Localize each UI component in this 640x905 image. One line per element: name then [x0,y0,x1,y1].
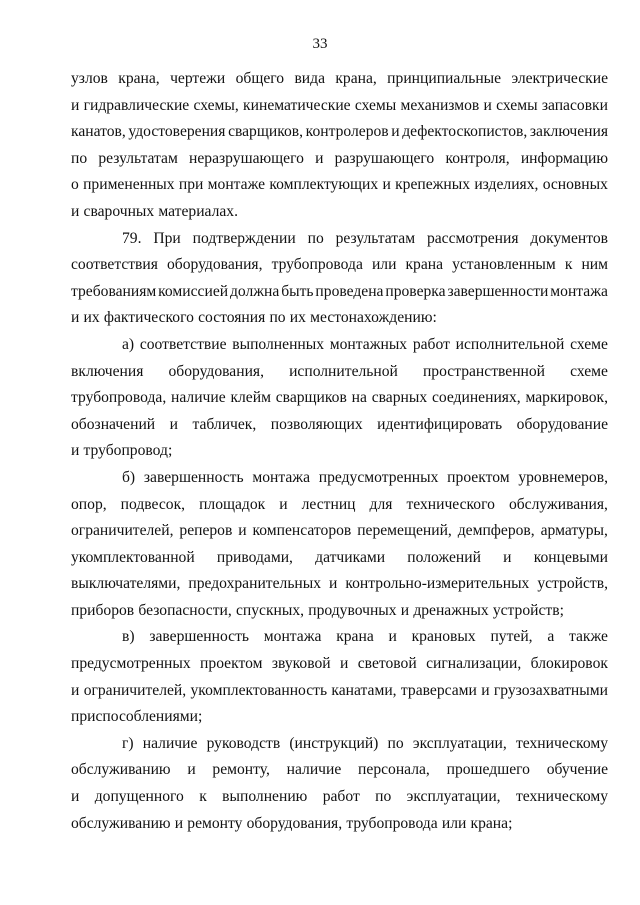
text-line: приборов безопасности, спускных, продувочных и дренажных устройств; [71,601,564,619]
text-line: требованиям комиссией должна быть проведена проверка завершенности монтажа [71,282,608,300]
text-line: выключателями, предохранительных и контрольно-измерительных устройств, [71,575,608,593]
paragraph-item-g [71,731,608,837]
text-line: обслуживанию и ремонту, наличие персонала, прошедшего обучение [71,761,608,779]
text-line: ограничителей, реперов и компенсаторов перемещений, демпферов, арматуры, [71,522,608,540]
paragraph-item-v [71,624,608,730]
text-line: б) завершенность монтажа предусмотренных проектом уровнемеров, [122,468,608,486]
text-line: канатов, удостоверения сварщиков, контролеров и дефектоскопистов, заключения [71,123,608,141]
text-line: приспособлениями; [71,708,203,726]
text-line: г) наличие руководств (инструкций) по эксплуатации, техническому [122,734,608,752]
text-line: обозначений и табличек, позволяющих идентифицировать оборудование [71,415,608,433]
text-line: и сварочных материалах. [71,202,239,220]
paragraph-continuation [71,66,608,226]
text-line: и ограничителей, укомплектованность канатами, траверсами и грузозахватными [71,681,608,699]
paragraph-item-b [71,465,608,625]
text-line: укомплектованной приводами, датчиками положений и концевыми [71,548,608,566]
text-line: узлов крана, чертежи общего вида крана, принципиальные электрические [71,70,608,87]
text-line: и допущенного к выполнению работ по эксплуатации, техническому [71,788,608,806]
text-line: соответствия оборудования, трубопровода или крана установленным к ним [71,256,608,274]
text-line: и их фактического состояния по их местонахождению: [71,309,437,327]
text-line: а) соответствие выполненных монтажных работ исполнительной схеме [122,335,608,353]
text-line: включения оборудования, исполнительной пространственной схеме [71,362,608,380]
page-number: 33 [312,36,328,52]
paragraph-item-a [71,332,608,465]
text-line: и гидравлические схемы, кинематические схемы механизмов и схемы запасовки [71,96,608,114]
text-line: опор, подвесок, площадок и лестниц для технического обслуживания, [71,495,608,513]
text-line: и трубопровод; [71,442,173,460]
paragraph-item-79 [71,226,608,332]
text-line: о примененных при монтаже комплектующих и крепежных изделиях, основных [71,176,608,194]
text-line: по результатам неразрушающего и разрушающего контроля, информацию [71,149,608,167]
text-line: предусмотренных проектом звуковой и световой сигнализации, блокировок [71,655,608,673]
text-line: трубопровода, наличие клейм сварщиков на сварных соединениях, маркировок, [71,389,608,407]
text-line: 79. При подтверждении по результатам рассмотрения документов [122,229,608,247]
text-line: обслуживанию и ремонту оборудования, трубопровода или крана; [71,814,513,832]
document-body [71,66,608,837]
text-line: в) завершенность монтажа крана и крановых путей, а также [122,628,608,646]
